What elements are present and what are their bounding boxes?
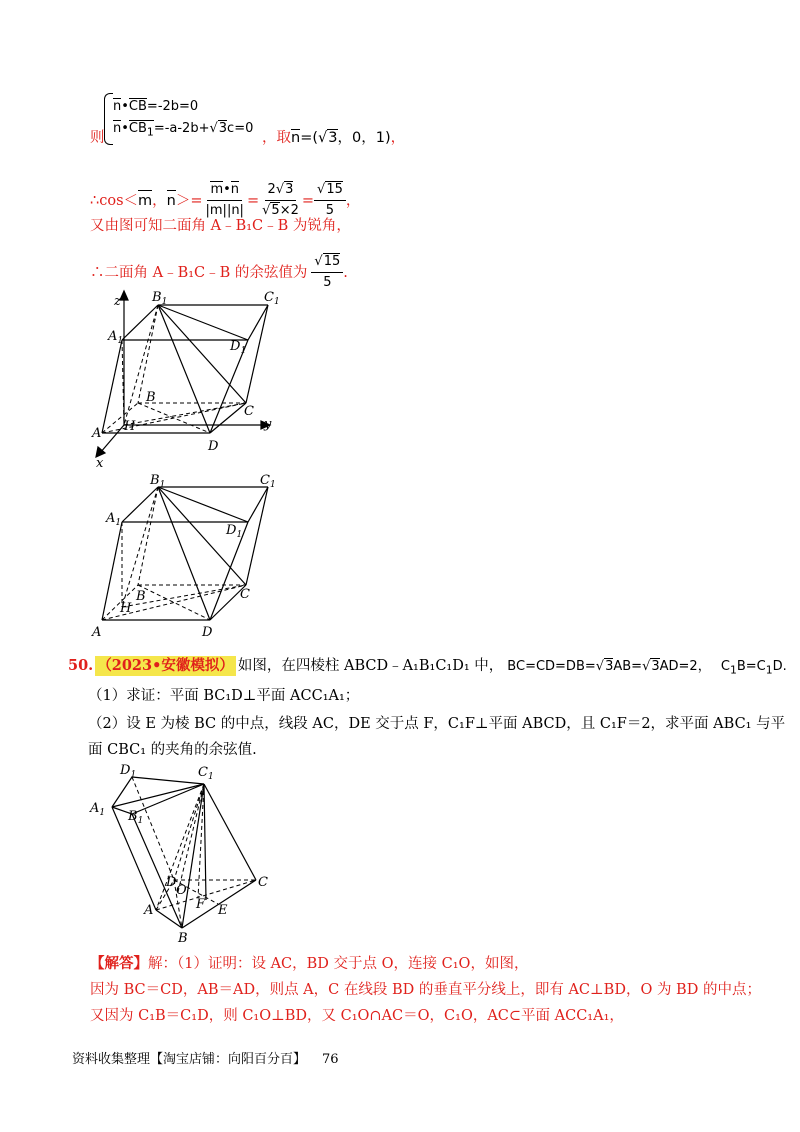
label-C1: $C_1$ [260, 473, 276, 490]
figure-prism-with-axes [88, 285, 288, 470]
label-C: C [244, 404, 254, 419]
label-D1: $D_1$ [120, 763, 137, 780]
label-B1: $B_1$ [150, 473, 166, 490]
label-A1: $A_1$ [90, 801, 106, 818]
answer-line-1: 【解答】解：（1）证明：设 AC，BD 交于点 O，连接 C₁O，如图， [90, 955, 529, 972]
result-line: ∴二面角 A﹣B₁C﹣B 的余弦值为 $\frac{√15}{5}$ . [90, 254, 348, 290]
label-B1: $B_1$ [128, 809, 144, 826]
label-C: C [258, 875, 268, 890]
answer-line-3: 又因为 C₁B＝C₁D，则 C₁O⊥BD，又 C₁O∩AC＝O，C₁O，AC⊂平面 ACC₁A₁， [90, 1008, 624, 1024]
label-H: H [120, 601, 132, 616]
problem-50-header: 50. （2023•安徽模拟） 如图，在四棱柱 ABCD﹣A₁B₁C₁D₁ 中， BC=CD=DB=√3AB=√3AD=2， $C_1B=C_1D$. [68, 657, 787, 677]
system-equation-2: $n•CB_1=-a-2b+√3c=0$ [113, 121, 254, 139]
axis-y-label: y [264, 417, 272, 432]
axis-z-label: z [114, 294, 121, 309]
figure-problem-50 [86, 762, 286, 947]
label-D: D [202, 625, 213, 640]
problem-50-part-2-line-2: 面 CBC₁ 的夹角的余弦值. [88, 742, 257, 758]
label-A1: $A_1$ [106, 511, 122, 528]
problem-50-part-1: （1）求证：平面 BC₁D⊥平面 ACC₁A₁； [88, 688, 360, 704]
problem-50-part-2-line-1: （2）设 E 为棱 BC 的中点，线段 AC，DE 交于点 F，C₁F⊥平面 ABCD，且 C₁F＝2，求平面 ABC₁ 与平 [88, 716, 786, 732]
label-B: B [178, 931, 188, 946]
label-A: A [92, 625, 102, 640]
label-D: D [166, 875, 177, 890]
label-A: A [92, 426, 102, 441]
figure-prism [88, 470, 288, 640]
system-prefix: 则 [90, 130, 105, 146]
system-brace [104, 93, 113, 145]
label-D: D [208, 439, 219, 454]
answer-line-2: 因为 BC＝CD，AB＝AD，则点 A，C 在线段 BD 的垂直平分线上，即有 AC⊥BD，O 为 BD 的中点； [90, 982, 761, 998]
label-B: B [136, 589, 146, 604]
label-A1: $A_1$ [108, 329, 124, 346]
label-D1: $D_1$ [226, 523, 243, 540]
take-normal-vector: ，取n=(√3，0，1)， [262, 130, 406, 146]
acute-angle-line: 又由图可知二面角 A﹣B₁C﹣B 为锐角， [90, 218, 351, 234]
label-B: B [146, 390, 156, 405]
page-number: 76 [322, 1052, 339, 1067]
label-F: F [196, 897, 206, 912]
label-H: H [124, 419, 136, 434]
label-C1: $C_1$ [264, 290, 280, 307]
label-C: C [240, 587, 250, 602]
label-D1: $D_1$ [230, 339, 247, 356]
system-equation-1: n•CB=-2b=0 [113, 99, 199, 114]
axis-x-label: x [96, 456, 104, 470]
label-O: O [176, 883, 187, 898]
label-B1: $B_1$ [152, 290, 168, 307]
cosine-formula: ∴cos＜ m ， n ＞= $\frac{m•n}{|m||n|}$ = $\frac{2√3}{√5\times 2}$ = $\frac{√15}{5}$ ， [90, 182, 361, 218]
label-A: A [144, 903, 154, 918]
label-E: E [218, 903, 228, 918]
footer: 资料收集整理【淘宝店铺：向阳百分百】 76 [72, 1052, 339, 1067]
label-C1: $C_1$ [198, 765, 214, 782]
